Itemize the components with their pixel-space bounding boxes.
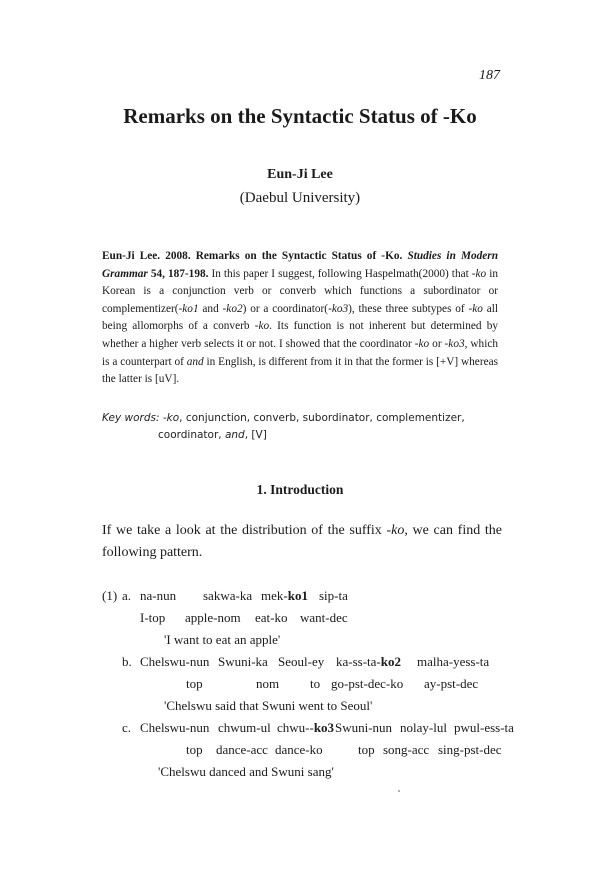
example-word: malha-yess-ta	[417, 654, 490, 669]
abstract-ko: -ko	[468, 302, 483, 315]
page-number: 187	[479, 68, 500, 83]
abstract-text: ) or a coordinator(	[242, 302, 329, 315]
abstract-text: ), these three subtypes of	[348, 302, 465, 315]
gloss-word: dance-ko	[275, 742, 323, 757]
abstract-text: In this paper I suggest, following Haspelmath(2000) that	[211, 267, 469, 280]
example-word-ko: ko2	[380, 654, 401, 669]
gloss-word: top	[186, 676, 203, 691]
example-word: pwul-ess-ta	[454, 720, 514, 735]
example-word	[336, 654, 401, 670]
keyword-ko: -ko	[162, 412, 180, 424]
abstract-text: . Its function is not inherent but determined by whether a higher verb selects it or not. I showed that the coordinator	[102, 320, 498, 350]
gloss-word: want-dec	[300, 610, 348, 625]
keywords-text: , conjunction, converb, subordinator, complementizer,	[179, 412, 465, 424]
example-word-stem: chwu--	[277, 720, 314, 735]
example-word-ko: ko1	[287, 588, 308, 603]
translation: 'I want to eat an apple'	[164, 632, 281, 647]
translation: 'Chelswu said that Swuni went to Seoul'	[164, 698, 373, 713]
abstract-ko: -ko	[254, 320, 270, 333]
intro-text: If we take a look at the distribution of the suffix	[102, 523, 382, 538]
example-word-ko: ko3	[313, 720, 335, 735]
translation: 'Chelswu danced and Swuni sang'	[158, 764, 334, 779]
example-c-label: c.	[122, 720, 132, 735]
abstract-ko: -ko	[414, 337, 430, 350]
example-a-label: a.	[122, 588, 132, 603]
gloss-word: top	[358, 742, 375, 757]
keyword-and: and	[224, 429, 245, 441]
abstract-text: or	[432, 337, 442, 350]
example-word: Chelswu-nun	[140, 720, 210, 735]
abstract-text: in English, is different from it in that the former is [+V] whereas the latter is [uV].	[102, 355, 499, 386]
abstract-text: , which is a counterpart of	[102, 337, 499, 368]
gloss-word: top	[186, 742, 203, 757]
abstract-ko: -ko	[471, 267, 487, 280]
example-word-stem: mek-	[261, 588, 288, 603]
paper-title: Remarks on the Syntactic Status of -Ko	[123, 104, 477, 128]
gloss-word: eat-ko	[255, 610, 288, 625]
example-word: nolay-lul	[400, 720, 447, 735]
volume-pages: 54, 187-198.	[150, 267, 209, 280]
intro-text: , we can find the following pattern.	[102, 523, 502, 560]
gloss-word: nom	[256, 676, 280, 691]
example-word: chwum-ul	[218, 720, 271, 735]
abstract-text: in Korean is a conjunction verb or converb which functions a subordinator or complementizer(	[102, 267, 499, 315]
example-number: (1)	[102, 588, 118, 603]
abstract-citation: Eun-Ji Lee. 2008. Remarks on the Syntactic Status of -Ko.	[102, 250, 403, 262]
gloss-word: go-pst-dec-ko	[331, 676, 404, 691]
example-word: sakwa-ka	[203, 588, 253, 603]
abstract-ko: -ko3	[444, 337, 465, 350]
abstract-ko: -ko2	[222, 302, 243, 315]
keywords-text: coordinator,	[158, 429, 222, 441]
example-word: Seoul-ey	[278, 654, 325, 669]
example-word: Chelswu-nun	[140, 654, 210, 669]
gloss-word: song-acc	[383, 742, 430, 757]
example-word: sip-ta	[319, 588, 348, 603]
gloss-word: apple-nom	[185, 610, 241, 625]
keywords-text: , [V]	[244, 429, 267, 441]
section-heading: 1. Introduction	[256, 482, 344, 497]
journal-name: Studies in Modern Grammar	[102, 250, 498, 280]
gloss-word: dance-acc	[216, 742, 268, 757]
example-word: Swuni-nun	[335, 720, 393, 735]
author-affiliation: (Daebul University)	[239, 190, 361, 206]
example-b-label: b.	[122, 654, 132, 669]
gloss-word: I-top	[140, 610, 166, 625]
example-word: Swuni-ka	[218, 654, 268, 669]
gloss-word: to	[310, 676, 321, 691]
abstract-ko: -ko3	[328, 302, 349, 315]
keywords-label: Key words:	[102, 412, 160, 424]
example-word	[277, 720, 334, 736]
abstract-and: and	[186, 355, 204, 368]
example-word	[261, 588, 308, 604]
scan-speck	[398, 790, 400, 792]
abstract-text: and	[202, 302, 219, 315]
intro-ko: -ko	[386, 523, 405, 538]
example-word-stem: ka-ss-ta-	[336, 654, 381, 669]
abstract-ko: -ko1	[178, 302, 199, 315]
example-word: na-nun	[140, 588, 177, 603]
abstract-text: all being allomorphs of a converb	[102, 302, 499, 333]
gloss-word: ay-pst-dec	[424, 676, 479, 691]
gloss-word: sing-pst-dec	[438, 742, 502, 757]
author-name: Eun-Ji Lee	[267, 167, 333, 182]
